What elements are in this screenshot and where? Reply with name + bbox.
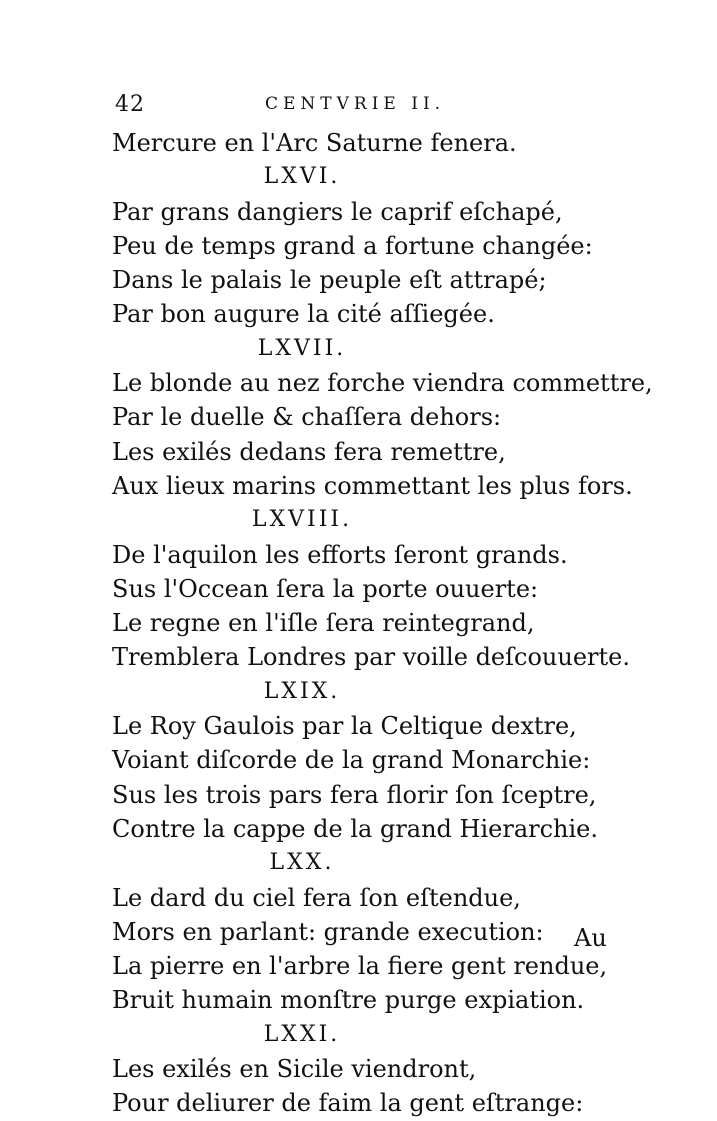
verse-line: Sus l'Occean ſera la porte ouuerte: bbox=[112, 574, 539, 603]
quatrain-number: LXVI. bbox=[263, 164, 341, 190]
quatrain-number: LXVII. bbox=[257, 335, 347, 361]
quatrain-number: LXIX. bbox=[263, 678, 341, 704]
quatrain-text bbox=[112, 126, 672, 1121]
verse-line: Les exilés en Sicile viendront, bbox=[112, 1055, 477, 1084]
verse-line: Bruit humain monſtre purge expiation. bbox=[112, 986, 585, 1015]
verse-line: Voiant diſcorde de la grand Monarchie: bbox=[112, 746, 591, 775]
catchword: Au bbox=[574, 924, 607, 952]
verse-line: Pour deliurer de faim la gent eſtrange: bbox=[112, 1089, 584, 1118]
verse-line: La pierre en l'arbre la fiere gent rendue, bbox=[112, 952, 608, 981]
verse-line: Tremblera Londres par voille deſcouuerte. bbox=[112, 643, 630, 672]
verse-line: Aux lieux marins commettant les plus fors. bbox=[112, 471, 633, 500]
verse-line: Les exilés dedans fera remettre, bbox=[112, 437, 506, 466]
verse-line: Dans le palais le peuple eſt attrapé; bbox=[112, 266, 547, 295]
verse-line: Le regne en l'iſle ſera reintegrand, bbox=[112, 609, 535, 638]
verse-line: Le blonde au nez forche viendra commettre, bbox=[112, 369, 653, 398]
verse-line: Sus les trois pars fera florir ſon ſceptre, bbox=[112, 780, 597, 809]
verse-line: Contre la cappe de la grand Hierarchie. bbox=[112, 814, 599, 843]
verse-line: Mors en parlant: grande execution: bbox=[112, 917, 544, 946]
quatrain-number: LXVIII. bbox=[251, 507, 353, 533]
verse-line: Par le duelle & chaſſera dehors: bbox=[112, 403, 502, 432]
page-number: 42 bbox=[115, 92, 145, 117]
verse-line: Peu de temps grand a fortune changée: bbox=[112, 231, 593, 260]
page-header bbox=[115, 92, 495, 128]
verse-line: Le dard du ciel fera ſon eſtendue, bbox=[112, 883, 521, 912]
verse-line: Par bon augure la cité aſſiegée. bbox=[112, 300, 495, 329]
verse-line: Mercure en l'Arc Saturne fenera. bbox=[112, 129, 517, 157]
quatrain-number: LXXI. bbox=[263, 1021, 341, 1047]
verse-line: De l'aquilon les efforts ſeront grands. bbox=[112, 540, 568, 569]
verse-line: Par grans dangiers le caprif eſchapé, bbox=[112, 197, 563, 226]
running-head: CENTVRIE II. bbox=[265, 94, 446, 114]
verse-line: Le Roy Gaulois par la Celtique dextre, bbox=[112, 712, 577, 741]
quatrain-number: LXX. bbox=[269, 850, 335, 876]
